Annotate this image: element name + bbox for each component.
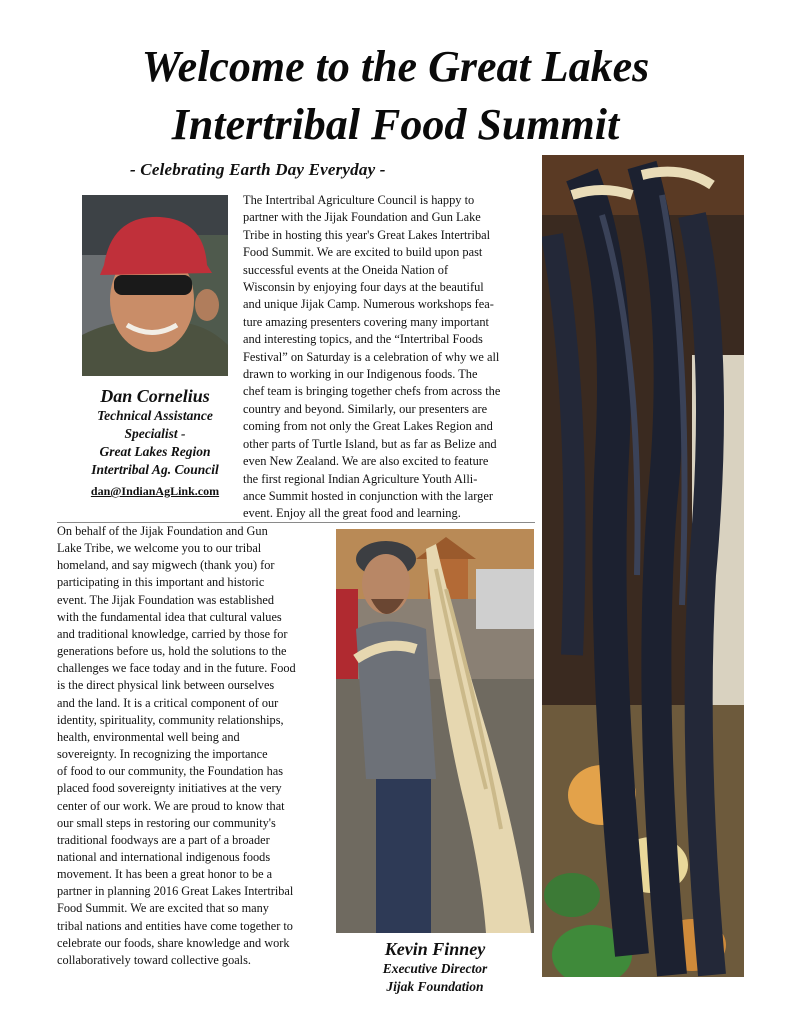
bottom-article-line: tribal nations and entities have come together to: [57, 918, 293, 933]
dan-email-link[interactable]: dan@IndianAgLink.com: [90, 484, 220, 498]
bottom-article-line: is the direct physical link between ourselves: [57, 678, 275, 693]
top-article-line: other parts of Turtle Island, but as far as Belize and: [243, 436, 497, 451]
bottom-article-line: challenges we face today and in the future. Food: [57, 661, 296, 676]
dan-name: Dan Cornelius: [100, 386, 210, 406]
top-article-line: ance Summit hosted in conjunction with the larger: [243, 488, 493, 503]
bottom-article-line: Food Summit. We are excited that so many: [57, 901, 269, 916]
subtitle: - Celebrating Earth Day Everyday -: [130, 160, 386, 179]
bottom-article-line: with the fundamental idea that cultural values: [57, 609, 282, 624]
dan-role-line-2: Specialist -: [124, 426, 186, 441]
top-article-line: drawn to working in our Indigenous foods. The: [243, 367, 478, 382]
title-line-1: Welcome to the Great Lakes: [141, 42, 650, 91]
bottom-article-line: and the land. It is a critical component of our: [57, 695, 279, 710]
bottom-article-line: of food to our community, the Foundation has: [57, 764, 283, 779]
dan-role-line-1: Technical Assistance: [97, 408, 213, 423]
bottom-article-line: Lake Tribe, we welcome you to our tribal: [57, 541, 262, 556]
top-article-line: event. Enjoy all the great food and learning.: [243, 506, 461, 521]
top-article-line: Tribe in hosting this year's Great Lakes Intertribal: [243, 227, 491, 242]
top-article-line: Festival” on Saturday is a celebration of why we all: [243, 349, 500, 364]
page-title: [0, 38, 791, 154]
dan-role-line-3: Great Lakes Region: [99, 444, 211, 459]
bottom-article-line: participating in this important and historic: [57, 575, 265, 590]
bottom-article-line: identity, spirituality, community relationships,: [57, 712, 284, 727]
bottom-article-line: health, environmental well being and: [57, 729, 240, 744]
top-article-line: The Intertribal Agriculture Council is happy to: [243, 193, 475, 207]
bottom-article-line: generations before us, hold the solutions to the: [57, 644, 287, 659]
bottom-article-line: celebrate our foods, share knowledge and work: [57, 935, 290, 950]
bottom-article-line: On behalf of the Jijak Foundation and Gun: [57, 524, 268, 538]
photo-hanging-blue-corn: [542, 155, 744, 977]
top-article-line: and interesting topics, and the “Intertribal Foods: [243, 332, 483, 347]
top-article-line: partner with the Jijak Foundation and Gun Lake: [243, 210, 481, 225]
top-article-line: Wisconsin by enjoying four days at the beautiful: [243, 280, 484, 295]
bottom-article-line: movement. It has been a great honor to be a: [57, 867, 273, 882]
top-article-line: country and beyond. Similarly, our presenters are: [243, 401, 488, 416]
top-article-line: successful events at the Oneida Nation of: [243, 262, 449, 277]
kevin-name: Kevin Finney: [384, 939, 486, 959]
bottom-article-line: and traditional knowledge, carried by those for: [57, 626, 288, 641]
bottom-article: [57, 523, 342, 969]
top-article-line: and unique Jijak Camp. Numerous workshops fea-: [243, 297, 494, 312]
bottom-article-line: our small steps in restoring our community's: [57, 815, 276, 830]
top-article-line: chef team is bringing together chefs from across the: [243, 384, 501, 399]
kevin-role-line-1: Executive Director: [382, 961, 488, 976]
bottom-article-line: placed food sovereignty initiatives at the very: [57, 781, 282, 796]
bottom-article-line: sovereignty. In recognizing the importance: [57, 747, 268, 762]
top-article: [243, 192, 543, 523]
dan-role-line-4: Intertribal Ag. Council: [91, 462, 219, 477]
top-article-line: Food Summit. We are excited to build upon past: [243, 245, 483, 260]
kevin-byline: [336, 938, 534, 996]
bottom-article-line: partner in planning 2016 Great Lakes Intertribal: [57, 884, 294, 899]
bottom-article-line: event. The Jijak Foundation was established: [57, 592, 274, 607]
top-article-line: the first regional Indian Agriculture Youth Alli-: [243, 471, 478, 486]
kevin-role-line-2: Jijak Foundation: [386, 979, 484, 994]
bottom-article-line: traditional foodways are a part of a broader: [57, 832, 270, 847]
bottom-article-line: center of our work. We are proud to know that: [57, 798, 285, 813]
bottom-article-line: national and international indigenous foods: [57, 849, 271, 864]
top-article-line: even New Zealand. We are also excited to feature: [243, 454, 489, 469]
photo-kevin-carrying-corn: [336, 529, 534, 933]
dan-byline: [60, 385, 250, 500]
bottom-article-line: collaboratively toward collective goals.: [57, 952, 251, 967]
bottom-article-line: homeland, and say migwech (thank you) for: [57, 558, 275, 573]
top-article-line: coming from not only the Great Lakes Region and: [243, 419, 493, 434]
portrait-photo-dan: [82, 195, 228, 376]
top-article-line: ture amazing presenters covering many important: [243, 314, 490, 329]
title-line-2: Intertribal Food Summit: [171, 100, 620, 149]
